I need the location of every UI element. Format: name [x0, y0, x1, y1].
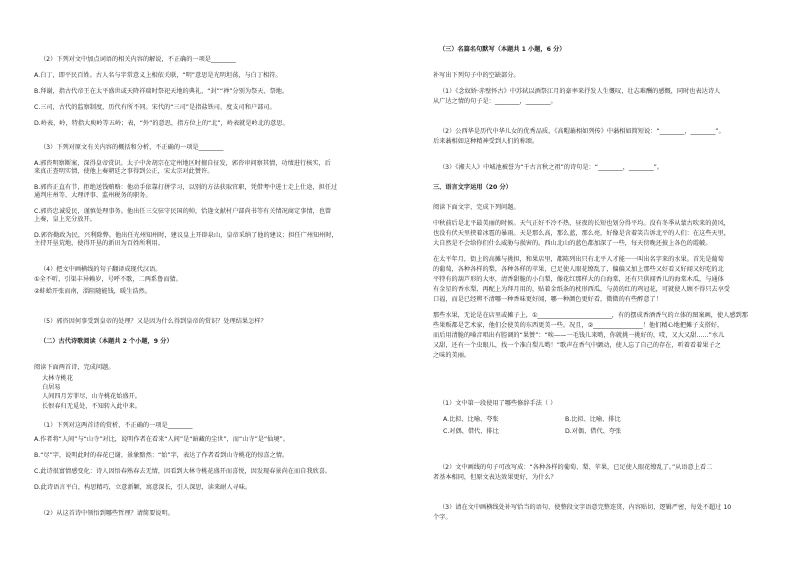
- text-line: [34, 192, 152, 200]
- line-text: 口福，而是已经辨不清哪一种香味更好闻，哪一种颜色更好看，微微的有些醉意了！: [433, 296, 662, 303]
- text-line: [439, 504, 731, 512]
- text-line: [40, 510, 174, 518]
- text-line: [433, 286, 730, 294]
- text-line: [433, 296, 662, 304]
- text-line: [34, 88, 288, 96]
- text-line: [40, 338, 173, 346]
- line-text: C.对偶、借代、排比: [443, 428, 499, 435]
- line-text: 之味的美丽。: [433, 352, 471, 359]
- text-line: [34, 184, 337, 192]
- line-text: B.拜谢，指古代帝王在太平盛世或天降祥瑞时祭祀天地的典礼，“封”“禅”分别为祭天、祭地。: [34, 88, 289, 95]
- text-line: [433, 276, 724, 284]
- line-text: 上奏，皇上充分放开。: [34, 216, 96, 223]
- line-text: A.比拟、比喻、夸张: [443, 416, 499, 423]
- text-line: [34, 276, 182, 284]
- line-text: 些果贩都是艺术家，他们会使美的东西更美一些。况且，②________________！他们精心地把摊子支搭好，: [433, 322, 724, 329]
- option-text: D.对偶、借代、夸张: [565, 428, 622, 435]
- line-text: C.三司，古代的监察制度，历代有所不同。宋代的“三司”是指盐铁司、度支司和户部司。: [34, 104, 276, 111]
- text-line: [443, 416, 621, 424]
- text-line: [439, 46, 565, 54]
- line-text: （5）郭咨因何事受到皇帝的处理？又是因为什么得到皇帝的赏识？处理结果怎样？: [40, 318, 267, 325]
- text-line: [40, 318, 267, 326]
- text-line: [439, 400, 556, 408]
- text-line: [433, 352, 470, 360]
- text-line: [42, 403, 141, 411]
- line-text: （3）下列对原文有关内容的概括和分析，不正确的一项是________: [40, 144, 224, 151]
- text-line: [40, 422, 192, 430]
- line-text: 平特有的葫芦形的大枣，清香甜脆的小白梨，像花红那样大的白海棠，还有只供闻香儿的海棠木瓜，与通体: [433, 276, 724, 283]
- text-line: [34, 104, 276, 112]
- text-line: [433, 138, 538, 146]
- text-line: [40, 56, 236, 64]
- text-line: [34, 208, 331, 216]
- line-text: 而后用清脆的嗓音唱出有腔调的“果赞”：“唉——一毛钱儿来哟，你就挑一挑好的，哎，又大又甜……”水儿: [433, 332, 725, 339]
- text-line: [34, 240, 164, 248]
- line-text: （3）请在文中画横线处补写恰当的语句，使整段文字语意完整连贯，内容贴切，逻辑严密，每处不超过 10: [439, 504, 732, 511]
- text-line: [34, 364, 114, 372]
- text-line: [34, 452, 288, 460]
- line-text: （2）公西华是历代中华儿女的优秀品质，《高帽蓊相如列传》中蓊相如简短说：“________，________”。: [439, 128, 725, 135]
- text-line: [439, 464, 712, 472]
- line-text: 补写出下列句子中的空缺部分。: [433, 72, 520, 79]
- line-text: A.作者将“人间”与“山寺”对比，说明作者在看来“人间”是“暗藏的尘世”，而“山寺”是“仙境”。: [34, 436, 289, 443]
- text-line: [433, 322, 723, 330]
- text-line: [433, 332, 724, 340]
- text-line: [34, 160, 331, 168]
- line-text: （2）文中画线的句子可改写成：“各种各样的葡萄、梨、苹果，已足使人眼花缭乱了。”从语意上看二: [439, 464, 713, 471]
- line-text: D.岭表，岭，特指大庾岭等五岭；表，“外”的意思，指方位上的“北”，岭表就是岭北的意思。: [34, 120, 289, 127]
- text-line: [433, 98, 557, 106]
- text-line: [443, 428, 622, 436]
- line-text: ②蚌蛤开张而南，淄阻随能钱，暖生浩然。: [34, 288, 151, 295]
- line-text: （2）从这首诗中领悟到哪些哲理？请简要说明。: [40, 510, 174, 517]
- text-line: [439, 88, 720, 96]
- text-line: [34, 72, 282, 80]
- line-text: 在太平年月，街上的高摊与挑担，和果店里，都陈列出只有北平人才能一一叫出名字来的水果。首先是葡萄: [433, 256, 724, 263]
- text-line: [42, 375, 73, 383]
- text-line: [34, 288, 151, 296]
- text-line: [433, 220, 730, 228]
- line-text: 中秋前后是北平最美丽的时候。天气正好不冷不热，昼夜的长短也划分得平均。没有冬季从蒙古吹来的黄风，: [433, 220, 730, 227]
- text-line: [433, 240, 711, 248]
- line-text: （1）文中第一段使用了哪些修辞手法（ ）: [439, 400, 557, 407]
- line-text: 阅读下面两首诗，完成问题。: [34, 364, 115, 371]
- line-text: 那些水果，无论是在店里或摊子上，①________________________，有的摆成香酒香气的立体的图案画，使人感到那: [433, 312, 748, 319]
- line-text: 大林寺桃花: [42, 375, 73, 382]
- line-text: 有金星的香水梨，再配上为拜月用的，贴着金纸条的枕形西瓜，与黄的红的鸡冠花，可就使人顾不得只去享受: [433, 286, 730, 293]
- line-text: （1）《念奴娇·赤壁怀古》中苏轼以酒祭江月的豪率来抒发人生慨叹，壮志难酬的感慨，同时也表达诗人: [439, 88, 721, 95]
- line-text: D.此诗语言平白，构思精巧，立意新颖，寓意深长，引人深思，读来耐人寻味。: [34, 484, 252, 491]
- text-line: [433, 204, 520, 212]
- line-text: A.郭咨明察断案，深得皇帝赏识。太子中舍胡宗在定州地区时擅自征发，郭咨审问察其情，功绩进行核实，后: [34, 160, 331, 167]
- text-line: [34, 168, 213, 176]
- text-line: [40, 266, 162, 274]
- line-text: 大自然是不会给你们什么威胁与损害的。西山北山的蓝色都加深了一些，每天傍晚还披上各色的霞帔。: [433, 240, 712, 247]
- line-text: B.“尽”字，说明此时的春花已谢，景象黯然：“始”字，表达了作者看到山寺桃花的惊喜之情。: [34, 452, 289, 459]
- line-text: 白居易: [42, 384, 61, 391]
- line-text: （三）名篇名句默写（本题共 1 小题，6 分）: [439, 46, 566, 53]
- line-text: 也没有伏天里挟着冰雹的暴雨。天是那么高，那么蓝，那么亮，好像是含着笑告诉北平的人们：在这些天里，: [433, 230, 730, 237]
- text-line: [34, 468, 331, 476]
- text-line: [42, 384, 61, 392]
- line-text: （3）《湘夫人》中城池被誉为“千古言秋之祖”的诗句是：“________，________”。: [439, 164, 664, 171]
- line-text: 的葡萄，各种各样的梨，各种各样的苹果，已足使人眼花缭乱了，偏偏又加上那些又好看又好闻又好吃的北: [433, 266, 724, 273]
- line-text: 长恨春归无觅处，不知转入此中来。: [42, 403, 141, 410]
- line-text: （1）下列对这两首诗的赏析，不正确的一项是________: [40, 422, 193, 429]
- line-text: C.此诗很富情感变化：诗人因悟春熟春去无情，因看到大林寺桃花盛开而喜悦，因发现春景尚在而自我欣喜。: [34, 468, 332, 475]
- text-line: [439, 164, 663, 172]
- option-text: B.比拟、比喻、排比: [565, 416, 621, 423]
- text-line: [34, 436, 289, 444]
- line-text: 主持开垦荒地，使得开垦的新田为百姓所利用。: [34, 240, 164, 247]
- text-line: [433, 312, 748, 320]
- line-text: 通判庄州等、大理评事、监州税务的职务。: [34, 192, 152, 199]
- line-text: 三、语言文字运用（20 分）: [433, 184, 512, 191]
- line-text: B.郭咨正直有节，拒绝送钱贿赂：他动手依靠打拼学习，以别的方法获取官职，凭借考中进士走上仕途，担任过: [34, 184, 338, 191]
- line-text: （4）把文中画横线的句子翻译成现代汉语。: [40, 266, 162, 273]
- line-text: 又甜，还有一个虫眼儿，找一个准白梨儿哟！”歌声在香气中颤动，使人忘了自己的存在，听着看着果子之: [433, 342, 721, 349]
- line-text: D.郭咨勤政为民，兴利除弊。他出任光州知州时，建议皇上开辟泉山，皇帝采纳了他的建议；担任广州知州时，: [34, 232, 338, 239]
- text-line: [433, 474, 557, 482]
- text-line: [439, 128, 725, 136]
- text-line: [433, 72, 520, 80]
- text-line: [34, 484, 251, 492]
- text-line: [34, 232, 338, 240]
- text-line: [433, 256, 724, 264]
- line-text: A.白丁，即平民百姓。古人名与字常意义上相依关联，“明”意思是光明坦荡，与白丁相符。: [34, 72, 282, 79]
- text-line: [433, 266, 724, 274]
- text-line: [42, 393, 141, 401]
- line-text: 个字。: [433, 514, 452, 521]
- line-text: 人间四月芳菲尽，山寺桃花始盛开。: [42, 393, 141, 400]
- text-line: [34, 120, 289, 128]
- line-text: 后来蓊相如这种精神受到人们的称颂。: [433, 138, 539, 145]
- line-text: （二）古代诗歌阅读（本题共 2 个小题，9 分）: [40, 338, 173, 345]
- text-line: [433, 184, 512, 192]
- text-line: [433, 342, 721, 350]
- text-line: [40, 144, 223, 152]
- text-line: [433, 514, 452, 522]
- line-text: （2）下列对文中加点词语的相关内容的解说，不正确的一项是________: [40, 56, 236, 63]
- text-line: [433, 230, 730, 238]
- text-line: [34, 216, 96, 224]
- line-text: 者基本相同，但原文表达效果更好，为什么？: [433, 474, 557, 481]
- line-text: ①全不听，引渠丰异赖岁，号呼不歌，二两系鲁而猜。: [34, 276, 182, 283]
- line-text: 来真正查明实情，使他上奏朝廷之事得到公正，宋太宗对此赞许。: [34, 168, 214, 175]
- line-text: 从广达之情的句子是：________，________。: [433, 98, 557, 105]
- line-text: 阅读下面文字，完成下列问题。: [433, 204, 520, 211]
- line-text: C.郭咨忠诚爱民，谨慎处理事务。他出任三交驻守民国的帅，恰逢文献村户部尚书等有关情况商定事情，也曾: [34, 208, 332, 215]
